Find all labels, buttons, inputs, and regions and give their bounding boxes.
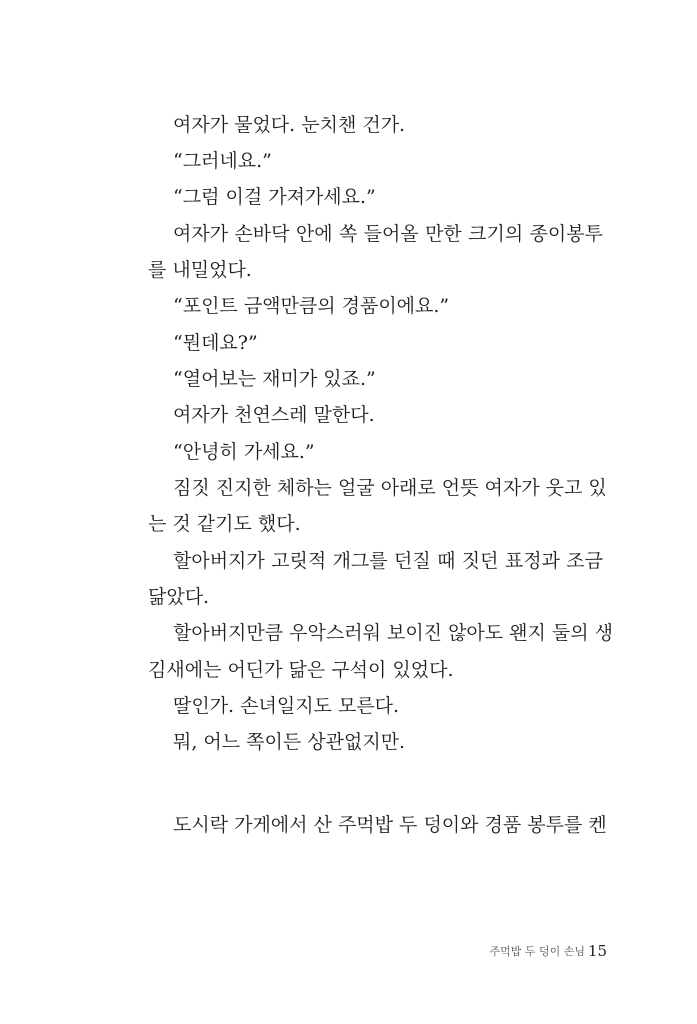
- text-line: “열어보는 재미가 있죠.”: [173, 368, 376, 390]
- text-line: 여자가 손바닥 안에 쏙 들어올 만한 크기의 종이봉투: [173, 223, 603, 245]
- text-line: 도시락 가게에서 산 주먹밥 두 덩이와 경품 봉투를 켄: [173, 814, 607, 836]
- text-line: 여자가 천연스레 말한다.: [173, 404, 375, 426]
- text-line: “그러네요.”: [173, 150, 272, 172]
- text-line: 여자가 물었다. 눈치챈 건가.: [173, 114, 406, 136]
- text-line: “안녕히 가세요.”: [173, 441, 315, 463]
- text-line: 뭐, 어느 쪽이든 상관없지만.: [173, 731, 406, 753]
- text-line: “포인트 금액만큼의 경품이에요.”: [173, 295, 450, 317]
- text-line: 는 것 같기도 했다.: [148, 513, 301, 535]
- text-line: “그럼 이걸 가져가세요.”: [173, 186, 376, 208]
- text-line: 할아버지만큼 우악스러워 보이진 않아도 왠지 둘의 생: [173, 622, 614, 644]
- text-line: 짐짓 진지한 체하는 얼굴 아래로 언뜻 여자가 웃고 있: [173, 477, 607, 499]
- page-number: 15: [588, 942, 608, 960]
- running-title: 주먹밥 두 덩이 손님: [489, 945, 585, 958]
- text-line: 딸인가. 손녀일지도 모른다.: [173, 695, 400, 717]
- text-line: “뭔데요?”: [173, 332, 258, 354]
- text-line: 할아버지가 고릿적 개그를 던질 때 짓던 표정과 조금: [173, 550, 603, 572]
- text-line: 를 내밀었다.: [148, 259, 252, 281]
- text-line: 닮았다.: [148, 586, 210, 608]
- text-line: 김새에는 어딘가 닮은 구석이 있었다.: [148, 659, 454, 681]
